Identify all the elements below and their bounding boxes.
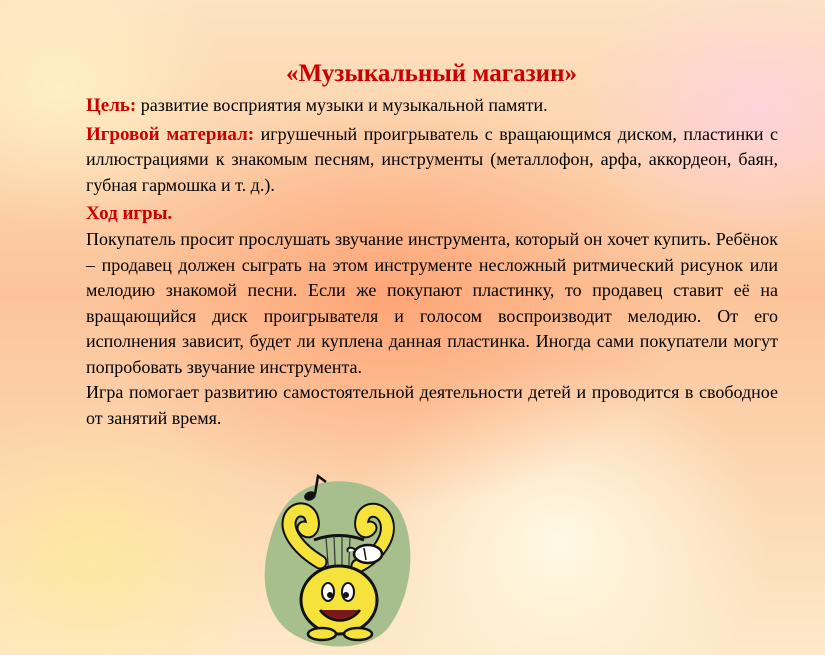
lyre-body bbox=[301, 566, 377, 634]
goal-label: Цель: bbox=[86, 95, 137, 116]
cartoon-lyre-illustration bbox=[260, 470, 415, 650]
slide-title: «Музыкальный магазин» bbox=[286, 60, 577, 87]
material-paragraph bbox=[86, 122, 778, 199]
conclusion-paragraph: Игра помогает развитию самостоятельной деятельности детей и проводится в свободное от занятий время. bbox=[86, 382, 778, 428]
material-text: игрушечный проигрыватель с вращающимся диском, пластинки с иллюстрациями к знакомым песням, инструменты (металлофон, арфа, аккордеон, баян, губная гармошка и т. д.). bbox=[86, 123, 778, 195]
slide-content bbox=[86, 93, 778, 431]
material-label: Игровой материал: bbox=[86, 123, 255, 145]
course-paragraph: Покупатель просит прослушать звучание инструмента, который он хочет купить. Ребёнок – продавец должен сыграть на этом инструменте несложный ритмический рисунок или мелодию знакомой песни. Если же покупают пластинку, то продавец ставит её на вращающийся диск проигрывателя и голосом воспроизводит мелодию. От его исполнения зависит, будет ли куплена данная пластинка. Иногда сами покупатели могут попробовать звучание инструмента. bbox=[86, 229, 778, 377]
course-heading: Ход игры. bbox=[86, 203, 173, 224]
goal-paragraph bbox=[86, 93, 778, 119]
goal-text: развитие восприятия музыки и музыкальной памяти. bbox=[136, 95, 548, 115]
